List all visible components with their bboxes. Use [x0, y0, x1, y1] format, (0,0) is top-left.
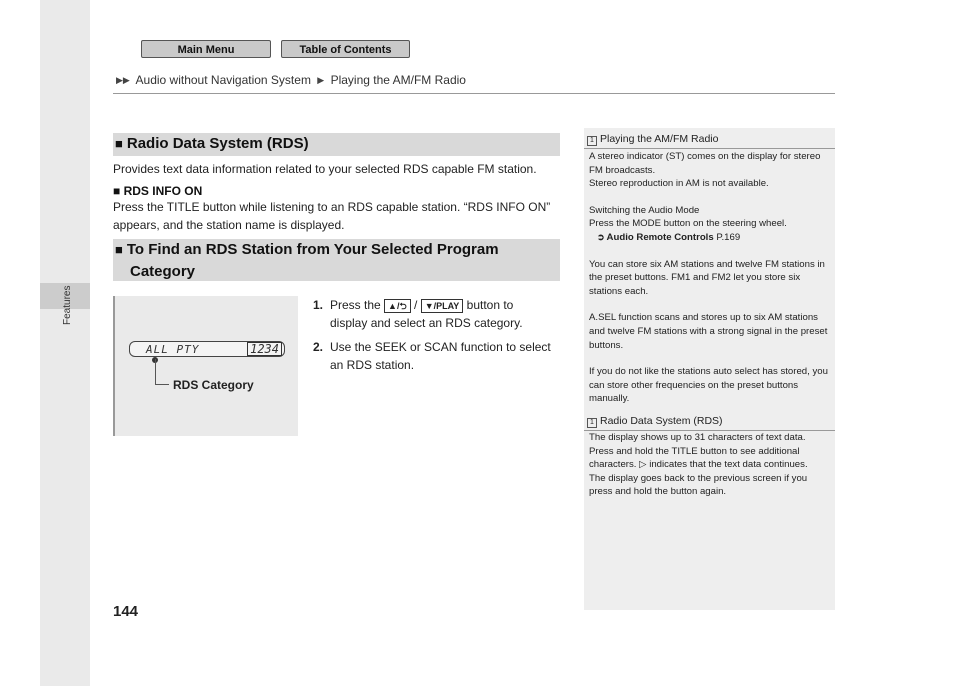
step-separator: / — [414, 298, 418, 312]
sidebar-label: Features — [62, 285, 73, 325]
arrow-icon: ▶▶ — [116, 75, 130, 85]
section-heading — [113, 133, 560, 156]
note-paragraph: A.SEL function scans and stores up to six AM stations and twelve FM stations with a strong signal in the preset buttons. — [589, 312, 828, 351]
subheading-text-body: Press the TITLE button while listening to an RDS capable station. “RDS INFO ON” appears, and the station name is displayed. — [113, 200, 551, 232]
display-preset-digits: 1234 — [247, 342, 282, 356]
note-paragraph: If you do not like the stations auto select has stored, you can store other frequencies on the preset buttons manually. — [589, 366, 828, 405]
sidebar-block — [40, 309, 90, 686]
section-heading-line2: Category — [130, 263, 196, 280]
xref-page[interactable]: P.169 — [716, 231, 741, 243]
steps-list — [313, 296, 553, 380]
note-paragraph: You can store six AM stations and twelve FM stations in the preset buttons. FM1 and FM2 let you store six stations each. — [589, 258, 825, 297]
step-text: Use the SEEK or SCAN function to select an RDS station. — [330, 340, 551, 372]
main-menu-button[interactable]: Main Menu — [141, 40, 271, 58]
display-figure — [113, 296, 298, 436]
sidebar — [40, 0, 90, 686]
arrow-icon: ▶ — [317, 75, 325, 85]
xref-label[interactable]: Audio Remote Controls — [606, 231, 714, 243]
step-item — [313, 296, 553, 332]
step-text: button to display and select an RDS category. — [330, 298, 523, 330]
note-paragraph: indicates that the text data continues. — [649, 459, 808, 471]
note-title — [587, 133, 718, 146]
step-text: Press the — [330, 298, 381, 312]
continues-arrow-icon: ▷ — [639, 459, 647, 471]
audio-display — [129, 341, 285, 357]
note-divider — [584, 148, 835, 149]
section-heading-text: Radio Data System (RDS) — [126, 135, 309, 152]
note-title-text: Radio Data System (RDS) — [600, 415, 723, 427]
page-number: 144 — [113, 603, 139, 620]
note-paragraph: A stereo indicator (ST) comes on the display for stereo FM broadcasts. — [589, 151, 821, 176]
note-icon: 1 — [587, 136, 597, 146]
note-paragraph: The display shows up to 31 characters of text data. Press and hold the TITLE button to see additional characters. — [589, 432, 806, 471]
note-body — [589, 431, 832, 499]
callout-leader — [155, 384, 169, 385]
note-title-text: Playing the AM/FM Radio — [600, 133, 719, 145]
section-heading — [113, 239, 560, 281]
note-paragraph: Stereo reproduction in AM is not available. — [589, 178, 769, 190]
note-icon: 1 — [587, 418, 597, 428]
note-paragraph: The display goes back to the previous screen if you press and hold the button again. — [589, 472, 808, 498]
callout-leader — [155, 359, 156, 384]
breadcrumb — [113, 73, 466, 87]
header-divider — [113, 93, 835, 94]
note-body — [589, 150, 832, 406]
breadcrumb-level1[interactable]: Audio without Navigation System — [135, 73, 311, 87]
callout-label: RDS Category — [173, 378, 254, 392]
down-play-key-icon: ▼/PLAY — [421, 299, 464, 313]
section-intro: Provides text data information related to your selected RDS capable FM station. — [113, 162, 537, 176]
note-paragraph: Press the MODE button on the steering wheel. — [589, 218, 787, 230]
reference-arrow-icon: ➲ — [597, 231, 605, 242]
square-bullet-icon: ■ — [115, 242, 123, 257]
breadcrumb-level2[interactable]: Playing the AM/FM Radio — [330, 73, 466, 87]
step-item — [313, 338, 553, 374]
step-number: 2. — [313, 340, 324, 354]
display-text: ALL PTY — [146, 343, 200, 356]
step-number: 1. — [313, 298, 324, 312]
notes-panel — [584, 128, 835, 610]
subheading-text: RDS INFO ON — [123, 184, 203, 198]
table-of-contents-button[interactable]: Table of Contents — [281, 40, 410, 58]
note-paragraph: Switching the Audio Mode — [589, 204, 700, 216]
square-bullet-icon: ■ — [113, 184, 124, 198]
cross-reference[interactable] — [589, 231, 832, 245]
sidebar-block — [40, 0, 90, 283]
subheading — [113, 184, 202, 198]
up-back-key-icon: ▲/⮌ — [384, 299, 411, 313]
square-bullet-icon: ■ — [115, 136, 123, 151]
note-title — [587, 415, 723, 428]
section-heading-line1: To Find an RDS Station from Your Selected Program — [126, 241, 499, 258]
